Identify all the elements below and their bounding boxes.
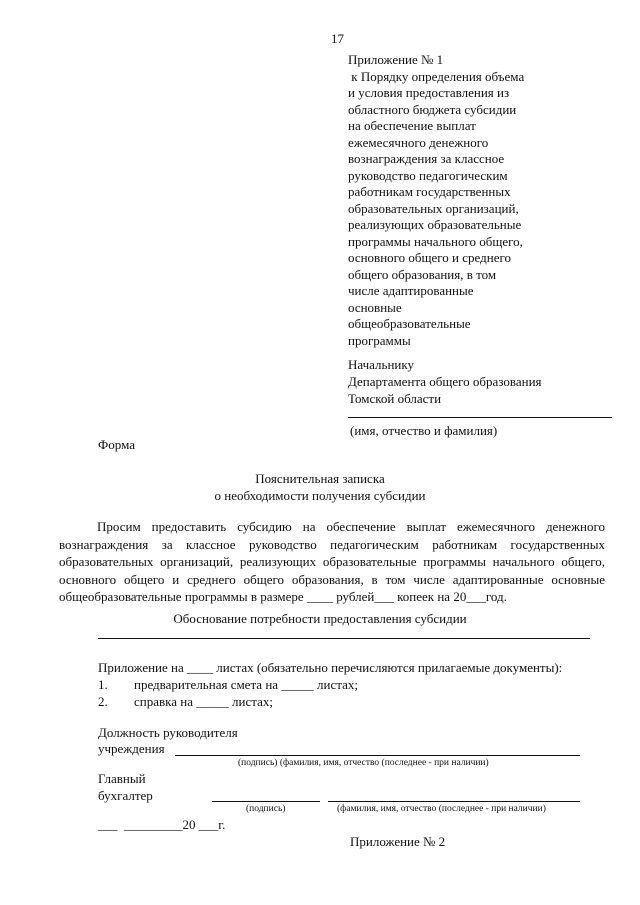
addressee-line: Томской области (348, 391, 442, 406)
attachment-sheets-blank[interactable]: _____ (281, 677, 314, 692)
attachments-lead: Приложение на (98, 660, 188, 675)
request-paragraph (59, 518, 605, 606)
annex-line: программы (348, 332, 411, 348)
accountant-label (98, 770, 153, 804)
attachments-block (98, 659, 562, 710)
annex-line: вознаграждения за классное (348, 151, 505, 166)
head-position-label: Должность руководителя (98, 725, 238, 740)
form-label: Форма (98, 437, 135, 452)
attachment-sheets-blank[interactable]: _____ (196, 694, 229, 709)
annex-line: образовательных организаций, (348, 200, 519, 216)
document-title (0, 470, 640, 504)
date-suffix: г. (218, 817, 226, 832)
date-year-prefix: 20 (182, 817, 196, 832)
addressee-line: Департамента общего образования (348, 374, 542, 389)
attachment-text: предварительная смета на (134, 677, 282, 692)
date-day-blank[interactable]: ___ (98, 817, 118, 832)
institution-label: учреждения (98, 741, 165, 756)
annex-line: основного общего и среднего (348, 250, 511, 265)
page-number: 17 (331, 31, 344, 46)
attachment-text-end: листах; (313, 677, 358, 692)
attachment-text: справка на (134, 694, 197, 709)
annex-line: и условия предоставления из (348, 85, 510, 100)
accountant-signature-caption: (подпись) (246, 804, 286, 814)
date-year-blank[interactable]: ___ (198, 817, 219, 832)
attachment-text-end: листах; (228, 694, 273, 709)
amount-rubles-blank[interactable]: ____ (306, 589, 333, 604)
date-line (98, 817, 225, 833)
annex-line: работникам государственных (348, 184, 511, 199)
head-signature-field[interactable] (175, 755, 580, 756)
body-text-3: копеек на 20 (393, 589, 467, 604)
date-month-blank[interactable]: _________ (124, 817, 183, 832)
title-line-1: Пояснительная записка (255, 471, 385, 486)
body-text-1: Просим предоставить субсидию на обеспечение выплат ежемесячного денежного вознаграждения за классное руководство педагогическим работникам государственных образовательных организаций, реализующих образовательные программы начального общего, основного общего и среднего общего образования, в том числе адаптированные основные общеобразовательные программы в размере (59, 519, 605, 604)
accountant-name-field[interactable] (328, 801, 580, 802)
annex-line: на обеспечение выплат (348, 118, 476, 133)
addressee-name-caption: (имя, отчество и фамилия) (350, 423, 498, 438)
title-line-2: о необходимости получения субсидии (214, 488, 426, 503)
attachment-number: 1. (98, 677, 108, 692)
body-text-2: рублей (332, 589, 375, 604)
attachment-number: 2. (98, 694, 108, 709)
annex-line: ежемесячного денежного (348, 134, 489, 150)
accountant-signature-field[interactable] (212, 801, 320, 802)
annex-line: основные (348, 299, 402, 315)
body-text-4: год. (485, 589, 507, 604)
justification-heading: Обоснование потребности предоставления субсидии (173, 611, 467, 626)
annex-line: областного бюджета субсидии (348, 101, 517, 117)
head-signature-caption: (подпись) (фамилия, имя, отчество (последнее - при наличии) (238, 758, 489, 768)
annex-line: общеобразовательные (348, 316, 471, 331)
year-blank[interactable]: ___ (466, 589, 486, 604)
accountant-name-caption: (фамилия, имя, отчество (последнее - при наличии) (337, 804, 546, 814)
annex-line: общего образования, в том (348, 266, 497, 282)
annex-line: программы начального общего, (348, 233, 523, 249)
amount-kopecks-blank[interactable]: ___ (374, 589, 394, 604)
annex-line: к Порядку определения объема (348, 68, 525, 84)
attachments-lead-rest: листах (обязательно перечисляются прилагаемые документы): (213, 660, 563, 675)
annex-line: руководство педагогическим (348, 167, 508, 183)
justification-field[interactable] (98, 638, 590, 639)
addressee-line: Начальнику (348, 357, 415, 372)
annex-line: реализующих образовательные (348, 217, 522, 232)
addressee-block (348, 356, 542, 407)
annex-header (348, 52, 524, 349)
accountant-label-line-1: Главный (98, 771, 146, 786)
accountant-label-line-2: бухгалтер (98, 788, 153, 803)
annex-line: числе адаптированные (348, 283, 474, 298)
attachments-sheets-blank[interactable]: ____ (187, 660, 214, 675)
attachment-item (98, 693, 562, 710)
next-annex-title: Приложение № 2 (350, 834, 446, 849)
annex-line: Приложение № 1 (348, 52, 444, 67)
addressee-name-field[interactable] (348, 417, 612, 418)
attachment-item (98, 676, 562, 693)
